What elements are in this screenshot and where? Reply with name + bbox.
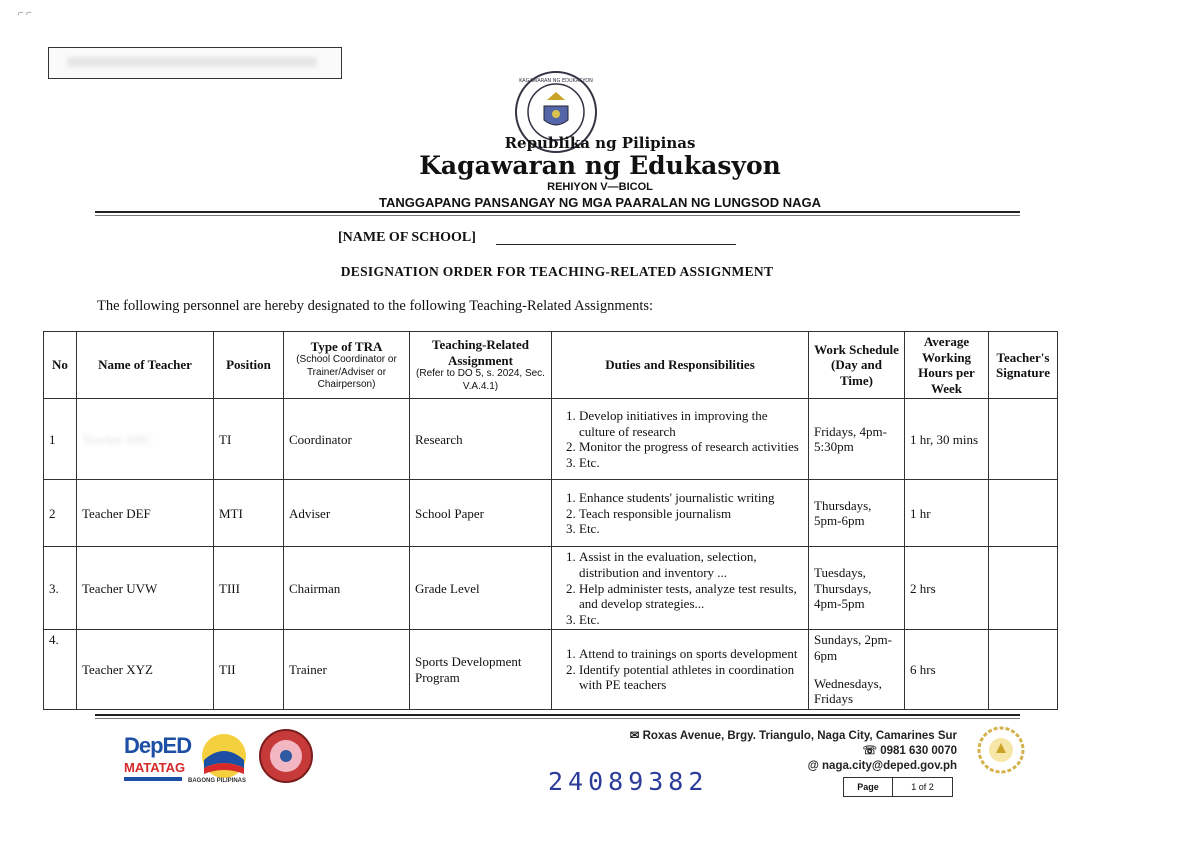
cell-signature (989, 630, 1058, 709)
table-row (44, 630, 1058, 709)
table-row (44, 480, 1058, 547)
cell-position: TI (214, 399, 284, 480)
duty-item: 2. Identify potential athletes in coordination with PE teachers (579, 662, 803, 693)
page-label: Page (844, 778, 893, 796)
school-name-blank (496, 244, 736, 245)
wreath-seal-icon (976, 725, 1026, 775)
duty-item: 3. Etc. (579, 612, 803, 628)
cell-schedule: Thursdays, 5pm-6pm (809, 480, 905, 547)
cell-assignment: Sports Development Program (410, 630, 552, 709)
cell-schedule: Fridays, 4pm-5:30pm (809, 399, 905, 480)
cell-schedule: Tuesdays, Thursdays, 4pm-5pm (809, 547, 905, 630)
cell-no: 2 (44, 480, 77, 547)
logo-underline (124, 777, 182, 781)
cell-position: MTI (214, 480, 284, 547)
blurred-stamp-box (48, 47, 342, 79)
mail-icon: ✉ (629, 730, 640, 742)
footer-divider-thin (95, 718, 1020, 719)
email-icon: @ (807, 760, 819, 772)
footer-divider (95, 714, 1020, 716)
cell-duties (552, 399, 809, 480)
header-schedule: Work Schedule (Day and Time) (809, 332, 905, 399)
deped-matatag-logo (124, 733, 192, 792)
tra-table (43, 331, 1058, 710)
cell-duties (552, 547, 809, 630)
cell-assignment: Research (410, 399, 552, 480)
header-signature: Teacher's Signature (989, 332, 1058, 399)
svg-text:KAGAWARAN NG EDUKASYON: KAGAWARAN NG EDUKASYON (519, 78, 593, 84)
table-row (44, 399, 1058, 480)
header-divider-thin (95, 215, 1020, 216)
duty-item: 1. Enhance students' journalistic writing (579, 490, 803, 506)
matatag-logo-text: MATATAG (124, 760, 186, 775)
cell-type: Coordinator (284, 399, 410, 480)
duty-item: 1. Assist in the evaluation, selection, distribution and inventory ... (579, 549, 803, 580)
cell-hours: 1 hr, 30 mins (905, 399, 989, 480)
table-row (44, 547, 1058, 630)
header-name: Name of Teacher (77, 332, 214, 399)
cell-name: Teacher XYZ (77, 630, 214, 709)
header-assignment-label: Teaching-Related Assignment (431, 337, 530, 368)
schedule-line: Wednesdays, Fridays (814, 675, 882, 707)
cell-position: TII (214, 630, 284, 709)
school-name-label: [NAME OF SCHOOL] (338, 230, 476, 245)
page-indicator (843, 777, 953, 797)
duty-item: 2. Help administer tests, analyze test results, and develop strategies... (579, 581, 803, 612)
page-value: 1 of 2 (911, 782, 934, 792)
republic-heading: Republika ng Pilipinas (504, 134, 696, 152)
header-position: Position (214, 332, 284, 399)
cell-assignment: School Paper (410, 480, 552, 547)
header-type-label: Type of TRA (310, 338, 383, 354)
cell-position: TIII (214, 547, 284, 630)
header-assignment (410, 332, 552, 399)
duty-item: 1. Develop initiatives in improving the culture of research (579, 408, 803, 439)
cell-signature (989, 480, 1058, 547)
scan-mark: ⌐ ⌐ (18, 8, 32, 19)
header-no: No (44, 332, 77, 399)
cell-type: Adviser (284, 480, 410, 547)
header-type-note: (School Coordinator or Trainer/Adviser or Chairperson) (296, 354, 397, 391)
cell-name: Teacher UVW (77, 547, 214, 630)
cell-schedule (809, 630, 905, 709)
bagong-pilipinas-text: BAGONG PILIPINAS (188, 778, 247, 784)
cell-no: 4. (44, 630, 77, 709)
cell-no: 3. (44, 547, 77, 630)
duty-item: 1. Attend to trainings on sports development (579, 646, 803, 662)
document-title: DESIGNATION ORDER FOR TEACHING-RELATED ASSIGNMENT (340, 264, 774, 279)
intro-text: The following personnel are hereby designated to the following Teaching-Related Assignments: (97, 298, 654, 314)
phone-line (600, 744, 957, 759)
duty-item: 2. Teach responsible journalism (579, 506, 803, 522)
duty-item: 2. Monitor the progress of research activities (579, 439, 803, 455)
header-duties: Duties and Responsibilities (552, 332, 809, 399)
header-assignment-note: (Refer to DO 5, s. 2024, Sec. V.A.4.1) (416, 368, 545, 392)
schedule-line: Sundays, 2pm-6pm (814, 632, 892, 663)
phone-text: 0981 630 0070 (880, 745, 957, 757)
address-text: Roxas Avenue, Brgy. Triangulo, Naga City, Camarines Sur (642, 730, 957, 742)
phone-icon: ☏ (862, 745, 878, 757)
cell-hours: 2 hrs (905, 547, 989, 630)
cell-hours: 1 hr (905, 480, 989, 547)
cell-hours: 6 hrs (905, 630, 989, 709)
division-seal-icon (258, 728, 314, 784)
office-heading: TANGGAPANG PANSANGAY NG MGA PAARALAN NG LUNGSOD NAGA (378, 195, 821, 210)
cell-duties (552, 480, 809, 547)
cell-name: Teacher ABC (77, 399, 214, 480)
cell-signature (989, 547, 1058, 630)
cell-signature (989, 399, 1058, 480)
department-heading: Kagawaran ng Edukasyon (419, 151, 781, 180)
cell-duties (552, 630, 809, 709)
cell-name: Teacher DEF (77, 480, 214, 547)
duty-item: 3. Etc. (579, 521, 803, 537)
duty-item: 3. Etc. (579, 455, 803, 471)
address-line (600, 729, 957, 744)
cell-no: 1 (44, 399, 77, 480)
header-hours: Average Working Hours per Week (905, 332, 989, 399)
header-type (284, 332, 410, 399)
header-divider (95, 211, 1020, 213)
cell-type: Trainer (284, 630, 410, 709)
table-header-row (44, 332, 1058, 399)
cell-assignment: Grade Level (410, 547, 552, 630)
cell-type: Chairman (284, 547, 410, 630)
email-text: naga.city@deped.gov.ph (822, 760, 957, 772)
deped-logo-text: DepED (124, 733, 192, 758)
document-number: 24089382 (548, 767, 709, 796)
region-heading: REHIYON V—BICOL (547, 181, 653, 193)
